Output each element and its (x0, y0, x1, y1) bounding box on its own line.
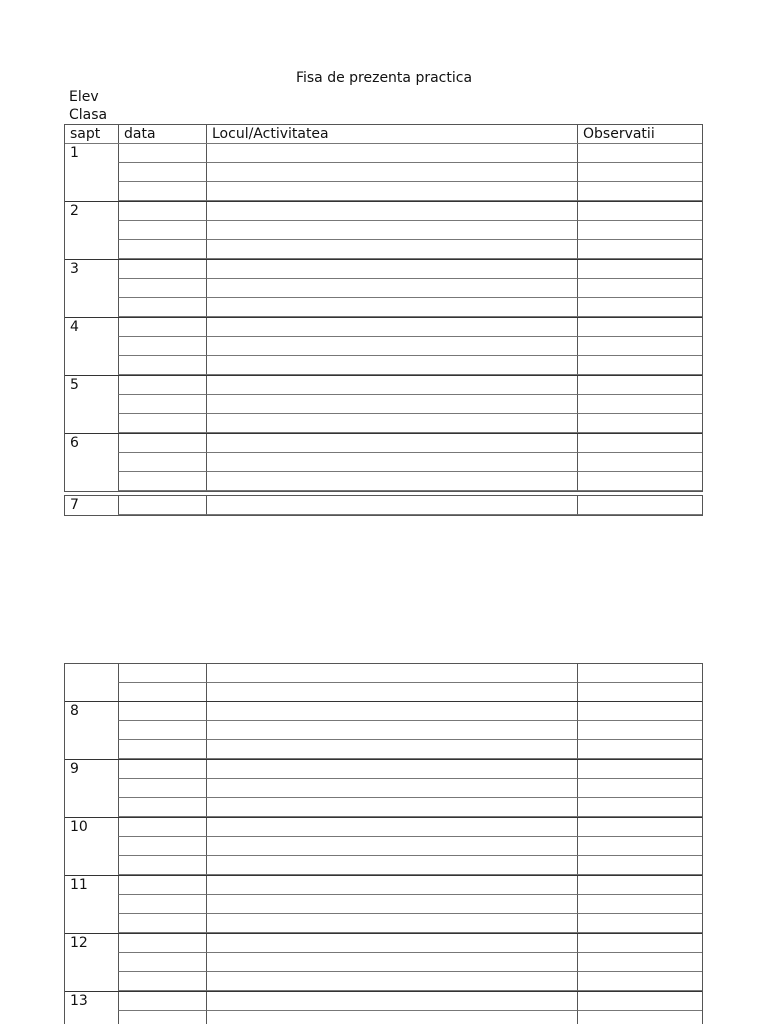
table-row (65, 721, 702, 740)
table-row (65, 434, 702, 453)
table-row (65, 760, 702, 779)
week-number: 10 (70, 819, 88, 835)
attendance-table-2 (64, 495, 703, 516)
date-cell (118, 279, 206, 298)
place-cell (206, 798, 577, 817)
week-number: 1 (70, 145, 79, 161)
notes-cell (577, 702, 702, 721)
notes-cell (577, 279, 702, 298)
table-row (65, 414, 702, 433)
attendance-table-3 (64, 663, 703, 1024)
date-cell (118, 163, 206, 182)
place-cell (206, 895, 577, 914)
week-cell (65, 779, 118, 797)
table-body (65, 496, 702, 515)
week-number: 11 (70, 877, 88, 893)
date-cell (118, 221, 206, 240)
week-cell (65, 337, 118, 355)
week-group (65, 496, 702, 515)
week-cell (65, 953, 118, 971)
week-group (65, 202, 702, 260)
week-cell (65, 240, 118, 258)
week-cell (65, 856, 118, 874)
table-body (65, 664, 702, 1024)
date-cell (118, 240, 206, 259)
date-cell (118, 914, 206, 933)
week-number: 12 (70, 935, 88, 951)
place-cell (206, 1011, 577, 1024)
notes-cell (577, 972, 702, 991)
date-cell (118, 202, 206, 221)
date-cell (118, 453, 206, 472)
notes-cell (577, 740, 702, 759)
notes-cell (577, 395, 702, 414)
place-cell (206, 279, 577, 298)
notes-cell (577, 453, 702, 472)
notes-cell (577, 298, 702, 317)
notes-cell (577, 934, 702, 953)
date-cell (118, 144, 206, 163)
date-cell (118, 953, 206, 972)
date-cell (118, 895, 206, 914)
week-cell (65, 298, 118, 316)
place-cell (206, 683, 577, 701)
date-cell (118, 818, 206, 837)
notes-cell (577, 318, 702, 337)
date-cell (118, 298, 206, 317)
place-cell (206, 337, 577, 356)
week-number: 9 (70, 761, 79, 777)
place-cell (206, 318, 577, 337)
week-cell (65, 221, 118, 239)
table-row (65, 337, 702, 356)
week-number: 7 (70, 497, 79, 513)
date-cell (118, 337, 206, 356)
date-cell (118, 876, 206, 895)
table-row (65, 740, 702, 759)
date-cell (118, 798, 206, 817)
date-cell (118, 496, 206, 515)
week-group (65, 992, 702, 1024)
notes-cell (577, 798, 702, 817)
week-number: 5 (70, 377, 79, 393)
week-cell (65, 356, 118, 374)
notes-cell (577, 337, 702, 356)
table-row (65, 356, 702, 375)
notes-cell (577, 163, 702, 182)
week-number: 4 (70, 319, 79, 335)
date-cell (118, 740, 206, 759)
table-row (65, 953, 702, 972)
table-row (65, 837, 702, 856)
table-row (65, 702, 702, 721)
table-row (65, 972, 702, 991)
notes-cell (577, 683, 702, 701)
notes-cell (577, 356, 702, 375)
notes-cell (577, 856, 702, 875)
place-cell (206, 760, 577, 779)
place-cell (206, 818, 577, 837)
date-cell (118, 395, 206, 414)
table-row (65, 992, 702, 1011)
table-row (65, 182, 702, 201)
week-cell (65, 279, 118, 297)
place-cell (206, 182, 577, 201)
table-row (65, 202, 702, 221)
date-cell (118, 182, 206, 201)
week-cell (65, 472, 118, 490)
notes-cell (577, 202, 702, 221)
table-row (65, 163, 702, 182)
date-cell (118, 779, 206, 798)
table-row (65, 453, 702, 472)
date-cell (118, 721, 206, 740)
place-cell (206, 298, 577, 317)
column-header-notes: Observatii (577, 125, 702, 143)
table-row (65, 395, 702, 414)
week-group (65, 318, 702, 376)
table-row (65, 856, 702, 875)
place-cell (206, 779, 577, 798)
date-cell (118, 472, 206, 491)
week-group (65, 760, 702, 818)
date-cell (118, 434, 206, 453)
week-group (65, 144, 702, 202)
week-number: 8 (70, 703, 79, 719)
place-cell (206, 144, 577, 163)
table-row (65, 240, 702, 259)
column-header-week: sapt (70, 126, 101, 142)
notes-cell (577, 992, 702, 1011)
table-row (65, 144, 702, 163)
week-cell (65, 414, 118, 432)
date-cell (118, 683, 206, 701)
place-cell (206, 702, 577, 721)
table-row (65, 914, 702, 933)
week-group (65, 818, 702, 876)
week-group (65, 876, 702, 934)
date-cell (118, 837, 206, 856)
notes-cell (577, 472, 702, 491)
date-cell (118, 356, 206, 375)
notes-cell (577, 496, 702, 515)
week-group (65, 434, 702, 491)
place-cell (206, 163, 577, 182)
table-row (65, 1011, 702, 1024)
table-row (65, 934, 702, 953)
week-cell (65, 895, 118, 913)
notes-cell (577, 221, 702, 240)
week-number: 3 (70, 261, 79, 277)
place-cell (206, 934, 577, 953)
place-cell (206, 221, 577, 240)
notes-cell (577, 876, 702, 895)
notes-cell (577, 779, 702, 798)
place-cell (206, 721, 577, 740)
table-row (65, 376, 702, 395)
week-cell (65, 721, 118, 739)
notes-cell (577, 664, 702, 683)
week-cell (65, 914, 118, 932)
date-cell (118, 1011, 206, 1024)
place-cell (206, 496, 577, 515)
date-cell (118, 318, 206, 337)
place-cell (206, 472, 577, 491)
week-cell (65, 664, 118, 682)
week-cell (65, 683, 118, 701)
date-cell (118, 260, 206, 279)
notes-cell (577, 434, 702, 453)
notes-cell (577, 1011, 702, 1024)
place-cell (206, 876, 577, 895)
week-group (65, 702, 702, 760)
attendance-table-1 (64, 124, 703, 492)
table-row (65, 298, 702, 317)
week-cell (65, 395, 118, 413)
place-cell (206, 414, 577, 433)
week-cell (65, 453, 118, 471)
table-row (65, 472, 702, 491)
week-cell (65, 837, 118, 855)
place-cell (206, 395, 577, 414)
week-cell (65, 972, 118, 990)
place-cell (206, 856, 577, 875)
table-row (65, 664, 702, 683)
week-cell (65, 798, 118, 816)
week-number: 6 (70, 435, 79, 451)
week-cell (65, 1011, 118, 1024)
place-cell (206, 202, 577, 221)
place-cell (206, 664, 577, 683)
place-cell (206, 434, 577, 453)
table-row (65, 683, 702, 701)
place-cell (206, 914, 577, 933)
place-cell (206, 376, 577, 395)
table-row (65, 221, 702, 240)
table-row (65, 260, 702, 279)
table-row (65, 496, 702, 515)
place-cell (206, 837, 577, 856)
date-cell (118, 702, 206, 721)
student-label: Elev (69, 89, 99, 105)
week-group (65, 664, 702, 702)
date-cell (118, 376, 206, 395)
date-cell (118, 856, 206, 875)
place-cell (206, 260, 577, 279)
notes-cell (577, 240, 702, 259)
week-number: 2 (70, 203, 79, 219)
week-number: 13 (70, 993, 88, 1009)
table-row (65, 895, 702, 914)
notes-cell (577, 818, 702, 837)
notes-cell (577, 376, 702, 395)
table-row (65, 818, 702, 837)
place-cell (206, 240, 577, 259)
week-cell (65, 182, 118, 200)
table-row (65, 779, 702, 798)
page-title: Fisa de prezenta practica (295, 70, 473, 86)
notes-cell (577, 414, 702, 433)
notes-cell (577, 760, 702, 779)
notes-cell (577, 144, 702, 163)
table-row (65, 798, 702, 817)
week-group (65, 376, 702, 434)
date-cell (118, 664, 206, 683)
week-group (65, 260, 702, 318)
week-cell (65, 740, 118, 758)
date-cell (118, 760, 206, 779)
place-cell (206, 453, 577, 472)
notes-cell (577, 837, 702, 856)
class-label: Clasa (69, 107, 108, 123)
table-body (65, 144, 702, 491)
notes-cell (577, 260, 702, 279)
notes-cell (577, 895, 702, 914)
table-row (65, 876, 702, 895)
week-cell (65, 163, 118, 181)
place-cell (206, 740, 577, 759)
date-cell (118, 972, 206, 991)
notes-cell (577, 182, 702, 201)
column-header-date: data (118, 125, 206, 143)
column-header-place: Locul/Activitatea (206, 125, 577, 143)
table-row (65, 318, 702, 337)
notes-cell (577, 953, 702, 972)
place-cell (206, 992, 577, 1011)
date-cell (118, 992, 206, 1011)
week-group (65, 934, 702, 992)
table-row (65, 279, 702, 298)
notes-cell (577, 721, 702, 740)
notes-cell (577, 914, 702, 933)
date-cell (118, 934, 206, 953)
place-cell (206, 972, 577, 991)
table-header-row (65, 125, 702, 144)
date-cell (118, 414, 206, 433)
place-cell (206, 953, 577, 972)
place-cell (206, 356, 577, 375)
